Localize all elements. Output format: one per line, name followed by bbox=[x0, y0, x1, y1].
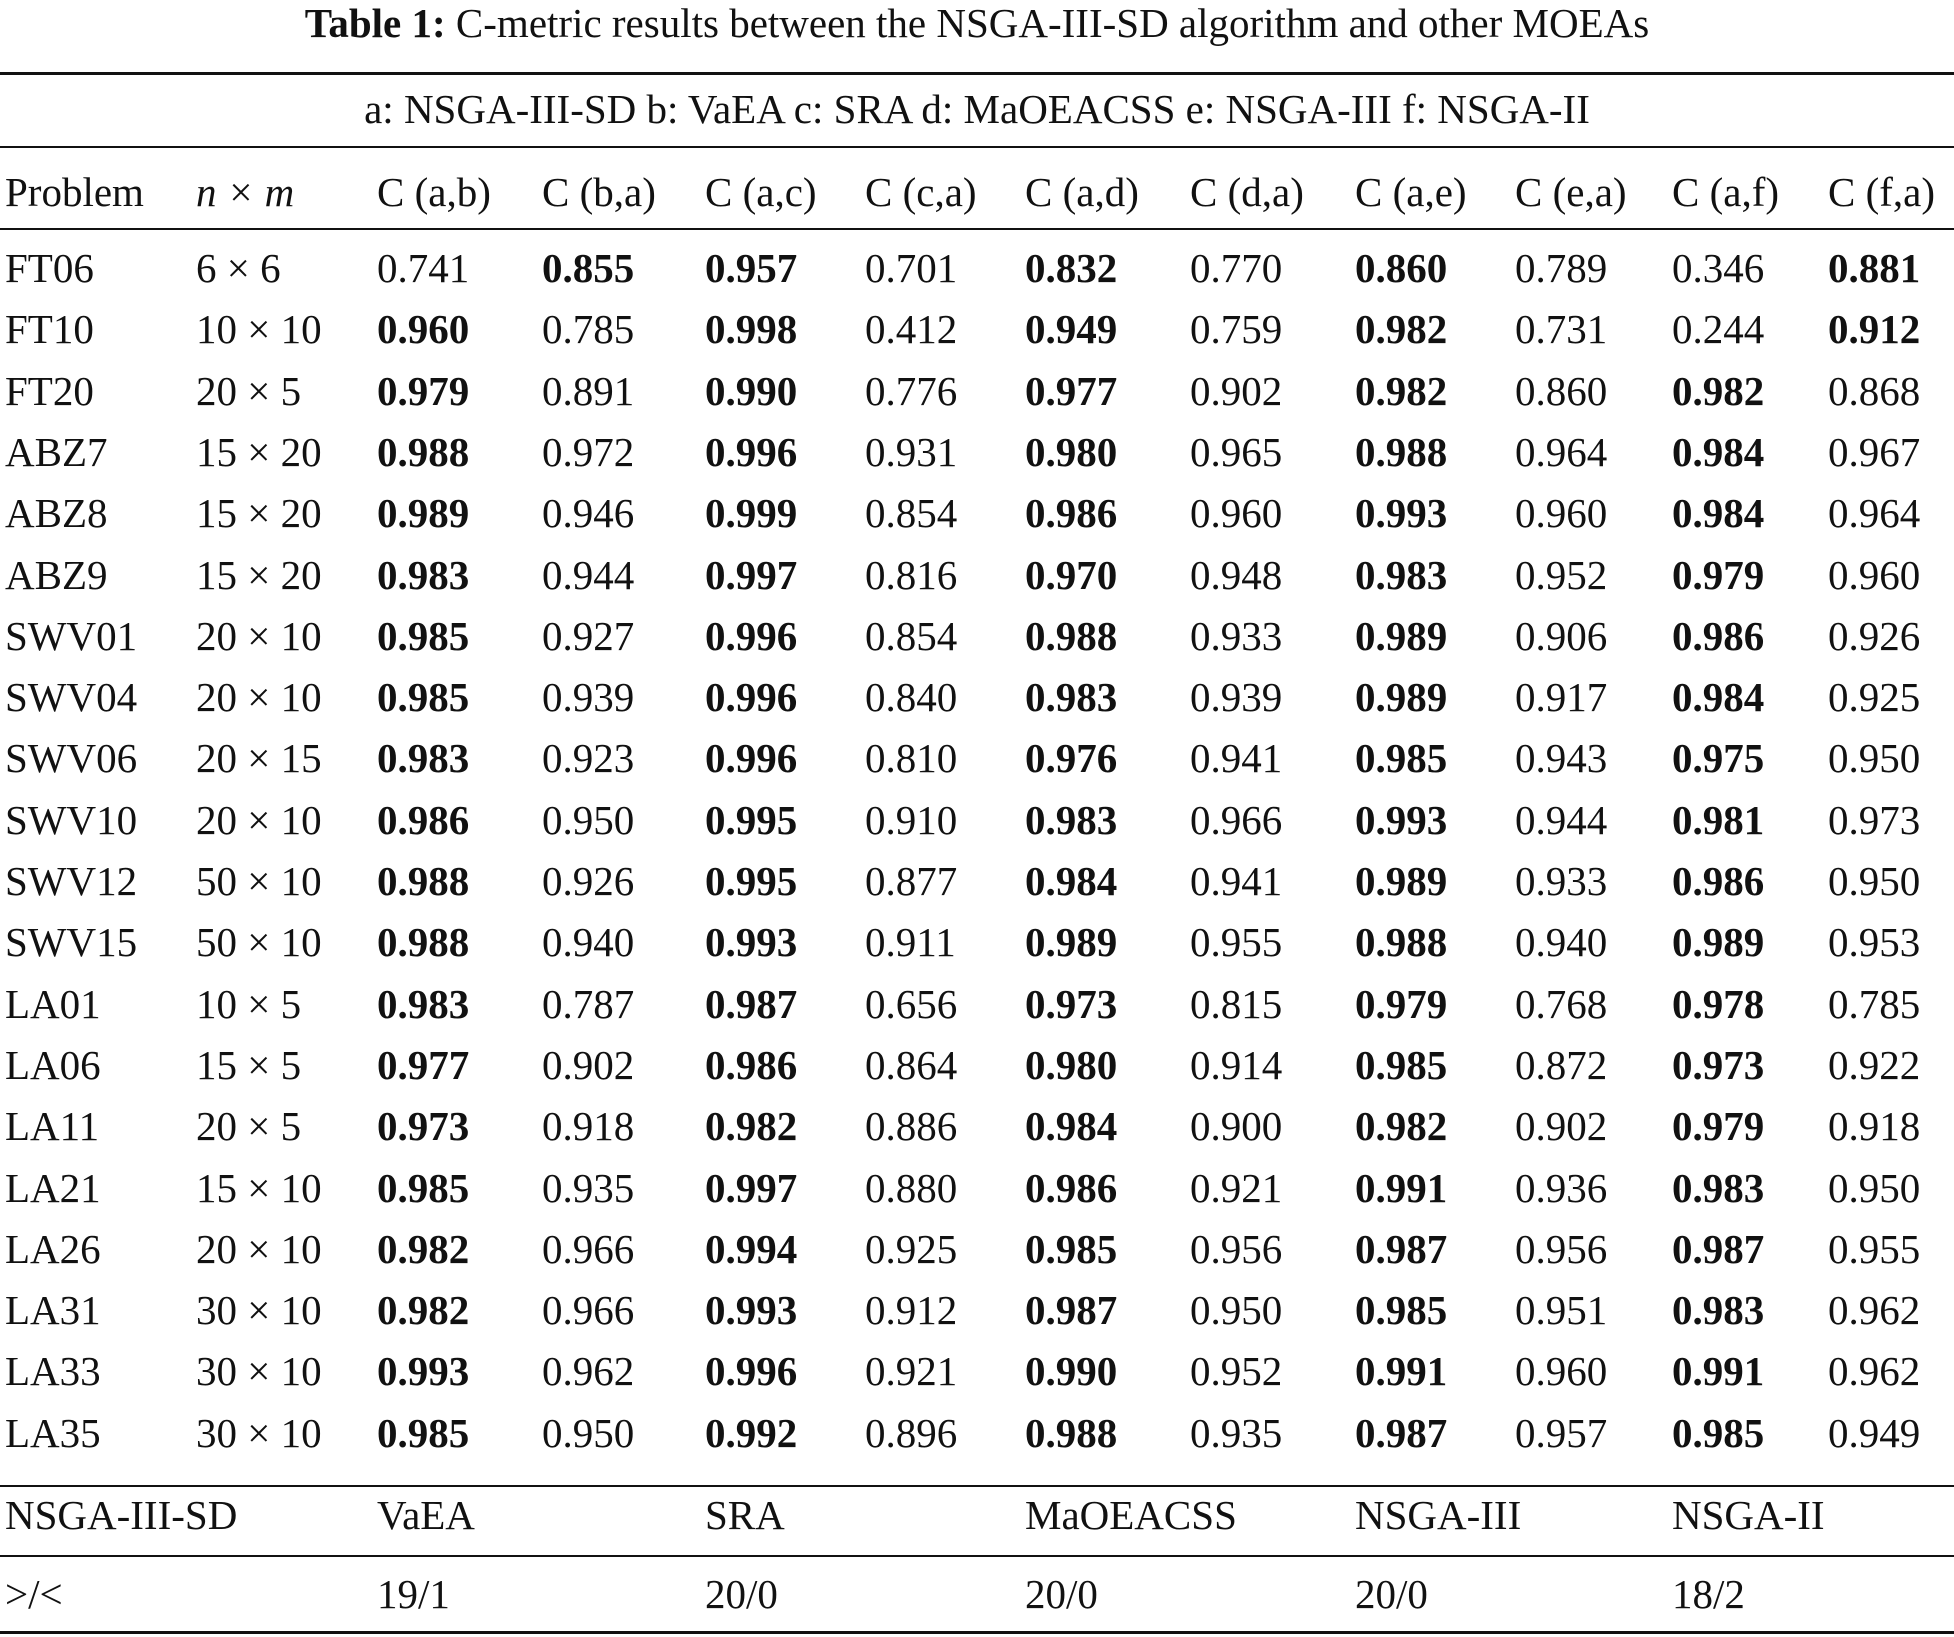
table-row bbox=[0, 1158, 1954, 1219]
value-cell: 0.950 bbox=[1828, 735, 1921, 781]
value-cell: 0.966 bbox=[1190, 797, 1283, 843]
value-cell: 0.981 bbox=[1672, 797, 1765, 843]
value-cell: 0.886 bbox=[865, 1103, 958, 1149]
summary-row bbox=[0, 1564, 1954, 1625]
value-cell: 0.977 bbox=[1025, 368, 1118, 414]
value-cell: 0.980 bbox=[1025, 429, 1118, 475]
header-cell: C (b,a) bbox=[542, 169, 656, 215]
value-cell: 0.789 bbox=[1515, 245, 1608, 291]
value-cell: 0.988 bbox=[1025, 613, 1118, 659]
value-cell: 0.988 bbox=[1025, 1410, 1118, 1456]
value-cell: 0.918 bbox=[1828, 1103, 1921, 1149]
problem-cell: LA35 bbox=[5, 1410, 101, 1456]
value-cell: 0.991 bbox=[1672, 1348, 1765, 1394]
value-cell: 0.985 bbox=[1355, 1042, 1448, 1088]
value-cell: 0.984 bbox=[1672, 429, 1765, 475]
value-cell: 0.941 bbox=[1190, 858, 1283, 904]
value-cell: 0.960 bbox=[1515, 490, 1608, 536]
value-cell: 0.988 bbox=[377, 919, 470, 965]
value-cell: 0.984 bbox=[1672, 490, 1765, 536]
problem-cell: LA11 bbox=[5, 1103, 100, 1149]
value-cell: 0.962 bbox=[1828, 1287, 1921, 1333]
value-cell: 0.952 bbox=[1515, 552, 1608, 598]
table-row bbox=[0, 667, 1954, 728]
value-cell: 0.877 bbox=[865, 858, 958, 904]
value-cell: 0.979 bbox=[377, 368, 470, 414]
problem-cell: LA21 bbox=[5, 1165, 101, 1211]
size-cell: 20 × 5 bbox=[196, 1103, 302, 1149]
size-cell: 20 × 10 bbox=[196, 674, 322, 720]
value-cell: 0.988 bbox=[1355, 919, 1448, 965]
value-cell: 0.787 bbox=[542, 981, 635, 1027]
summary-rule bbox=[0, 1555, 1954, 1557]
size-cell: 10 × 5 bbox=[196, 981, 302, 1027]
problem-cell: ABZ9 bbox=[5, 552, 108, 598]
value-cell: 0.955 bbox=[1828, 1226, 1921, 1272]
value-cell: 0.987 bbox=[1355, 1226, 1448, 1272]
size-cell: 15 × 10 bbox=[196, 1165, 322, 1211]
summary-header-cell: NSGA-II bbox=[1672, 1492, 1825, 1538]
value-cell: 0.855 bbox=[542, 245, 635, 291]
value-cell: 0.815 bbox=[1190, 981, 1283, 1027]
header-cell: C (d,a) bbox=[1190, 169, 1304, 215]
value-cell: 0.995 bbox=[705, 797, 798, 843]
value-cell: 0.896 bbox=[865, 1410, 958, 1456]
value-cell: 0.972 bbox=[542, 429, 635, 475]
value-cell: 0.731 bbox=[1515, 306, 1608, 352]
value-cell: 0.994 bbox=[705, 1226, 798, 1272]
value-cell: 0.982 bbox=[377, 1226, 470, 1272]
value-cell: 0.776 bbox=[865, 368, 958, 414]
summary-value: 20/0 bbox=[1025, 1571, 1098, 1617]
value-cell: 0.960 bbox=[1515, 1348, 1608, 1394]
size-cell: 50 × 10 bbox=[196, 858, 322, 904]
problem-cell: FT10 bbox=[5, 306, 94, 352]
size-cell: 20 × 10 bbox=[196, 797, 322, 843]
table-row bbox=[0, 1341, 1954, 1402]
summary-value: 20/0 bbox=[705, 1571, 778, 1617]
value-cell: 0.957 bbox=[1515, 1410, 1608, 1456]
value-cell: 0.996 bbox=[705, 735, 798, 781]
value-cell: 0.996 bbox=[705, 613, 798, 659]
value-cell: 0.980 bbox=[1025, 1042, 1118, 1088]
value-cell: 0.985 bbox=[1672, 1410, 1765, 1456]
problem-cell: LA26 bbox=[5, 1226, 101, 1272]
problem-cell: LA31 bbox=[5, 1287, 101, 1333]
size-cell: 50 × 10 bbox=[196, 919, 322, 965]
value-cell: 0.986 bbox=[1672, 613, 1765, 659]
summary-value: 19/1 bbox=[377, 1571, 450, 1617]
table-row bbox=[0, 1280, 1954, 1341]
table-row bbox=[0, 238, 1954, 299]
value-cell: 0.982 bbox=[1355, 1103, 1448, 1149]
value-cell: 0.977 bbox=[377, 1042, 470, 1088]
value-cell: 0.949 bbox=[1828, 1410, 1921, 1456]
size-cell: 15 × 20 bbox=[196, 552, 322, 598]
value-cell: 0.950 bbox=[542, 1410, 635, 1456]
value-cell: 0.985 bbox=[1025, 1226, 1118, 1272]
value-cell: 0.985 bbox=[377, 613, 470, 659]
value-cell: 0.987 bbox=[1025, 1287, 1118, 1333]
header-row bbox=[0, 162, 1954, 223]
value-cell: 0.966 bbox=[542, 1226, 635, 1272]
size-cell: 30 × 10 bbox=[196, 1287, 322, 1333]
problem-cell: LA06 bbox=[5, 1042, 101, 1088]
size-cell: 10 × 10 bbox=[196, 306, 322, 352]
header-cell: C (e,a) bbox=[1515, 169, 1627, 215]
table-row bbox=[0, 1219, 1954, 1280]
value-cell: 0.957 bbox=[705, 245, 798, 291]
legend-rule bbox=[0, 146, 1954, 148]
value-cell: 0.989 bbox=[377, 490, 470, 536]
value-cell: 0.967 bbox=[1828, 429, 1921, 475]
value-cell: 0.986 bbox=[1025, 1165, 1118, 1211]
value-cell: 0.987 bbox=[705, 981, 798, 1027]
summary-header-cell: NSGA-III-SD bbox=[5, 1492, 238, 1538]
value-cell: 0.982 bbox=[377, 1287, 470, 1333]
value-cell: 0.816 bbox=[865, 552, 958, 598]
table-caption bbox=[0, 0, 1954, 50]
value-cell: 0.902 bbox=[1190, 368, 1283, 414]
value-cell: 0.983 bbox=[1025, 797, 1118, 843]
header-cell-size: n × m bbox=[196, 169, 295, 215]
value-cell: 0.993 bbox=[377, 1348, 470, 1394]
problem-cell: SWV06 bbox=[5, 735, 138, 781]
value-cell: 0.950 bbox=[1828, 858, 1921, 904]
table-row bbox=[0, 1035, 1954, 1096]
value-cell: 0.918 bbox=[542, 1103, 635, 1149]
value-cell: 0.975 bbox=[1672, 735, 1765, 781]
value-cell: 0.989 bbox=[1672, 919, 1765, 965]
value-cell: 0.983 bbox=[1355, 552, 1448, 598]
value-cell: 0.960 bbox=[1828, 552, 1921, 598]
value-cell: 0.926 bbox=[1828, 613, 1921, 659]
header-rule bbox=[0, 228, 1954, 230]
value-cell: 0.921 bbox=[865, 1348, 958, 1394]
value-cell: 0.976 bbox=[1025, 735, 1118, 781]
value-cell: 0.996 bbox=[705, 1348, 798, 1394]
value-cell: 0.991 bbox=[1355, 1348, 1448, 1394]
problem-cell: SWV10 bbox=[5, 797, 138, 843]
size-cell: 30 × 10 bbox=[196, 1348, 322, 1394]
table-row bbox=[0, 361, 1954, 422]
value-cell: 0.962 bbox=[1828, 1348, 1921, 1394]
value-cell: 0.984 bbox=[1672, 674, 1765, 720]
table-row bbox=[0, 728, 1954, 789]
value-cell: 0.985 bbox=[377, 674, 470, 720]
value-cell: 0.987 bbox=[1672, 1226, 1765, 1272]
problem-cell: FT06 bbox=[5, 245, 94, 291]
value-cell: 0.944 bbox=[1515, 797, 1608, 843]
header-cell-problem: Problem bbox=[5, 169, 144, 215]
value-cell: 0.993 bbox=[1355, 490, 1448, 536]
value-cell: 0.785 bbox=[1828, 981, 1921, 1027]
value-cell: 0.346 bbox=[1672, 245, 1765, 291]
value-cell: 0.950 bbox=[542, 797, 635, 843]
value-cell: 0.921 bbox=[1190, 1165, 1283, 1211]
size-cell: 15 × 5 bbox=[196, 1042, 302, 1088]
value-cell: 0.770 bbox=[1190, 245, 1283, 291]
value-cell: 0.860 bbox=[1515, 368, 1608, 414]
table-row bbox=[0, 912, 1954, 973]
value-cell: 0.944 bbox=[542, 552, 635, 598]
value-cell: 0.872 bbox=[1515, 1042, 1608, 1088]
size-cell: 20 × 5 bbox=[196, 368, 302, 414]
value-cell: 0.914 bbox=[1190, 1042, 1283, 1088]
value-cell: 0.912 bbox=[865, 1287, 958, 1333]
value-cell: 0.768 bbox=[1515, 981, 1608, 1027]
value-cell: 0.985 bbox=[377, 1165, 470, 1211]
value-cell: 0.983 bbox=[1025, 674, 1118, 720]
value-cell: 0.940 bbox=[542, 919, 635, 965]
value-cell: 0.832 bbox=[1025, 245, 1118, 291]
value-cell: 0.952 bbox=[1190, 1348, 1283, 1394]
value-cell: 0.983 bbox=[1672, 1287, 1765, 1333]
value-cell: 0.995 bbox=[705, 858, 798, 904]
table-row bbox=[0, 974, 1954, 1035]
problem-cell: FT20 bbox=[5, 368, 94, 414]
summary-value: 18/2 bbox=[1672, 1571, 1745, 1617]
value-cell: 0.880 bbox=[865, 1165, 958, 1211]
value-cell: 0.244 bbox=[1672, 306, 1765, 352]
value-cell: 0.948 bbox=[1190, 552, 1283, 598]
value-cell: 0.966 bbox=[542, 1287, 635, 1333]
value-cell: 0.986 bbox=[377, 797, 470, 843]
problem-cell: LA01 bbox=[5, 981, 101, 1027]
summary-header-cell: SRA bbox=[705, 1492, 785, 1538]
value-cell: 0.970 bbox=[1025, 552, 1118, 598]
value-cell: 0.412 bbox=[865, 306, 958, 352]
value-cell: 0.988 bbox=[377, 858, 470, 904]
value-cell: 0.946 bbox=[542, 490, 635, 536]
value-cell: 0.912 bbox=[1828, 306, 1921, 352]
size-cell: 15 × 20 bbox=[196, 490, 322, 536]
value-cell: 0.989 bbox=[1355, 674, 1448, 720]
value-cell: 0.931 bbox=[865, 429, 958, 475]
value-cell: 0.933 bbox=[1515, 858, 1608, 904]
value-cell: 0.926 bbox=[542, 858, 635, 904]
problem-cell: SWV04 bbox=[5, 674, 138, 720]
value-cell: 0.868 bbox=[1828, 368, 1921, 414]
value-cell: 0.984 bbox=[1025, 1103, 1118, 1149]
value-cell: 0.983 bbox=[377, 552, 470, 598]
header-cell: C (a,f) bbox=[1672, 169, 1780, 215]
value-cell: 0.943 bbox=[1515, 735, 1608, 781]
value-cell: 0.960 bbox=[1190, 490, 1283, 536]
value-cell: 0.989 bbox=[1025, 919, 1118, 965]
value-cell: 0.925 bbox=[865, 1226, 958, 1272]
value-cell: 0.936 bbox=[1515, 1165, 1608, 1211]
value-cell: 0.950 bbox=[1190, 1287, 1283, 1333]
problem-cell: ABZ7 bbox=[5, 429, 108, 475]
summary-header-cell: VaEA bbox=[377, 1492, 475, 1538]
table-row bbox=[0, 545, 1954, 606]
value-cell: 0.982 bbox=[705, 1103, 798, 1149]
value-cell: 0.940 bbox=[1515, 919, 1608, 965]
value-cell: 0.951 bbox=[1515, 1287, 1608, 1333]
value-cell: 0.998 bbox=[705, 306, 798, 352]
value-cell: 0.701 bbox=[865, 245, 958, 291]
value-cell: 0.881 bbox=[1828, 245, 1921, 291]
value-cell: 0.964 bbox=[1515, 429, 1608, 475]
value-cell: 0.911 bbox=[865, 919, 956, 965]
value-cell: 0.956 bbox=[1190, 1226, 1283, 1272]
value-cell: 0.900 bbox=[1190, 1103, 1283, 1149]
value-cell: 0.939 bbox=[1190, 674, 1283, 720]
value-cell: 0.988 bbox=[1355, 429, 1448, 475]
value-cell: 0.992 bbox=[705, 1410, 798, 1456]
header-cell: C (a,d) bbox=[1025, 169, 1139, 215]
table-row bbox=[0, 1403, 1954, 1464]
problem-cell: SWV12 bbox=[5, 858, 138, 904]
value-cell: 0.987 bbox=[1355, 1410, 1448, 1456]
value-cell: 0.922 bbox=[1828, 1042, 1921, 1088]
header-cell: C (a,e) bbox=[1355, 169, 1467, 215]
value-cell: 0.741 bbox=[377, 245, 470, 291]
value-cell: 0.864 bbox=[865, 1042, 958, 1088]
value-cell: 0.939 bbox=[542, 674, 635, 720]
value-cell: 0.993 bbox=[705, 919, 798, 965]
value-cell: 0.989 bbox=[1355, 613, 1448, 659]
value-cell: 0.973 bbox=[1025, 981, 1118, 1027]
header-cell: C (a,c) bbox=[705, 169, 817, 215]
caption-text: C-metric results between the NSGA-III-SD algorithm and other MOEAs bbox=[455, 0, 1650, 46]
value-cell: 0.785 bbox=[542, 306, 635, 352]
value-cell: 0.810 bbox=[865, 735, 958, 781]
value-cell: 0.956 bbox=[1515, 1226, 1608, 1272]
problem-cell: SWV15 bbox=[5, 919, 138, 965]
value-cell: 0.985 bbox=[377, 1410, 470, 1456]
value-cell: 0.993 bbox=[705, 1287, 798, 1333]
size-cell: 15 × 20 bbox=[196, 429, 322, 475]
value-cell: 0.950 bbox=[1828, 1165, 1921, 1211]
value-cell: 0.989 bbox=[1355, 858, 1448, 904]
size-cell: 30 × 10 bbox=[196, 1410, 322, 1456]
table-row bbox=[0, 422, 1954, 483]
value-cell: 0.854 bbox=[865, 613, 958, 659]
value-cell: 0.978 bbox=[1672, 981, 1765, 1027]
bottom-rule bbox=[0, 1631, 1954, 1634]
value-cell: 0.953 bbox=[1828, 919, 1921, 965]
value-cell: 0.965 bbox=[1190, 429, 1283, 475]
value-cell: 0.949 bbox=[1025, 306, 1118, 352]
value-cell: 0.999 bbox=[705, 490, 798, 536]
value-cell: 0.984 bbox=[1025, 858, 1118, 904]
value-cell: 0.990 bbox=[1025, 1348, 1118, 1394]
value-cell: 0.854 bbox=[865, 490, 958, 536]
size-cell: 20 × 10 bbox=[196, 613, 322, 659]
table-row bbox=[0, 299, 1954, 360]
value-cell: 0.996 bbox=[705, 674, 798, 720]
value-cell: 0.996 bbox=[705, 429, 798, 475]
table-row bbox=[0, 851, 1954, 912]
value-cell: 0.986 bbox=[1025, 490, 1118, 536]
value-cell: 0.840 bbox=[865, 674, 958, 720]
value-cell: 0.941 bbox=[1190, 735, 1283, 781]
value-cell: 0.891 bbox=[542, 368, 635, 414]
value-cell: 0.986 bbox=[705, 1042, 798, 1088]
problem-cell: SWV01 bbox=[5, 613, 138, 659]
value-cell: 0.935 bbox=[542, 1165, 635, 1211]
size-cell: 6 × 6 bbox=[196, 245, 281, 291]
value-cell: 0.983 bbox=[377, 981, 470, 1027]
value-cell: 0.979 bbox=[1355, 981, 1448, 1027]
summary-value: 20/0 bbox=[1355, 1571, 1428, 1617]
value-cell: 0.982 bbox=[1355, 368, 1448, 414]
value-cell: 0.759 bbox=[1190, 306, 1283, 352]
value-cell: 0.973 bbox=[377, 1103, 470, 1149]
value-cell: 0.985 bbox=[1355, 735, 1448, 781]
summary-label: >/< bbox=[5, 1571, 63, 1617]
table-row bbox=[0, 483, 1954, 544]
value-cell: 0.985 bbox=[1355, 1287, 1448, 1333]
value-cell: 0.923 bbox=[542, 735, 635, 781]
problem-cell: ABZ8 bbox=[5, 490, 108, 536]
value-cell: 0.902 bbox=[542, 1042, 635, 1088]
value-cell: 0.925 bbox=[1828, 674, 1921, 720]
summary-header-cell: NSGA-III bbox=[1355, 1492, 1522, 1538]
table-row bbox=[0, 790, 1954, 851]
value-cell: 0.979 bbox=[1672, 1103, 1765, 1149]
value-cell: 0.973 bbox=[1672, 1042, 1765, 1088]
value-cell: 0.991 bbox=[1355, 1165, 1448, 1211]
value-cell: 0.902 bbox=[1515, 1103, 1608, 1149]
value-cell: 0.993 bbox=[1355, 797, 1448, 843]
value-cell: 0.986 bbox=[1672, 858, 1765, 904]
value-cell: 0.983 bbox=[1672, 1165, 1765, 1211]
header-cell: C (c,a) bbox=[865, 169, 977, 215]
value-cell: 0.906 bbox=[1515, 613, 1608, 659]
value-cell: 0.910 bbox=[865, 797, 958, 843]
value-cell: 0.983 bbox=[377, 735, 470, 781]
caption-label: Table 1: bbox=[304, 0, 446, 46]
value-cell: 0.982 bbox=[1672, 368, 1765, 414]
value-cell: 0.955 bbox=[1190, 919, 1283, 965]
value-cell: 0.982 bbox=[1355, 306, 1448, 352]
value-cell: 0.933 bbox=[1190, 613, 1283, 659]
value-cell: 0.962 bbox=[542, 1348, 635, 1394]
summary-header-row bbox=[0, 1485, 1954, 1546]
size-cell: 20 × 15 bbox=[196, 735, 322, 781]
algorithm-legend: a: NSGA-III-SD b: VaEA c: SRA d: MaOEACSS e: NSGA-III f: NSGA-II bbox=[364, 86, 1590, 132]
value-cell: 0.917 bbox=[1515, 674, 1608, 720]
problem-cell: LA33 bbox=[5, 1348, 101, 1394]
value-cell: 0.964 bbox=[1828, 490, 1921, 536]
value-cell: 0.988 bbox=[377, 429, 470, 475]
value-cell: 0.979 bbox=[1672, 552, 1765, 598]
table-row bbox=[0, 606, 1954, 667]
value-cell: 0.960 bbox=[377, 306, 470, 352]
table-row bbox=[0, 1096, 1954, 1157]
value-cell: 0.997 bbox=[705, 1165, 798, 1211]
header-cell: C (a,b) bbox=[377, 169, 491, 215]
top-rule bbox=[0, 72, 1954, 75]
value-cell: 0.973 bbox=[1828, 797, 1921, 843]
value-cell: 0.860 bbox=[1355, 245, 1448, 291]
value-cell: 0.990 bbox=[705, 368, 798, 414]
value-cell: 0.927 bbox=[542, 613, 635, 659]
value-cell: 0.656 bbox=[865, 981, 958, 1027]
value-cell: 0.935 bbox=[1190, 1410, 1283, 1456]
size-cell: 20 × 10 bbox=[196, 1226, 322, 1272]
summary-header-cell: MaOEACSS bbox=[1025, 1492, 1237, 1538]
header-cell: C (f,a) bbox=[1828, 169, 1936, 215]
value-cell: 0.997 bbox=[705, 552, 798, 598]
